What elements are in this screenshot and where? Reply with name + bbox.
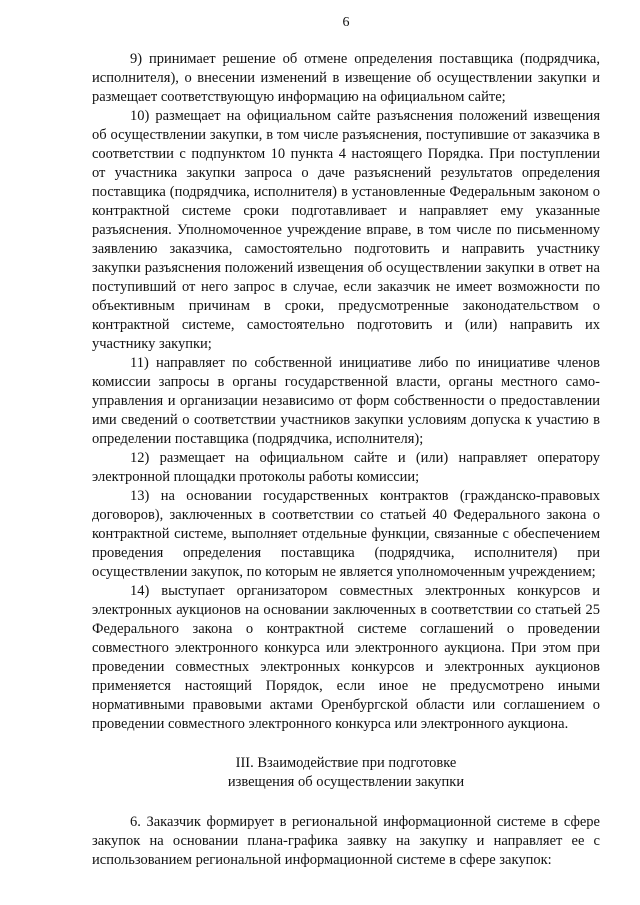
paragraph-item-12: 12) размещает на официальном сайте и (или) направляет оператору электронной площадки протоколы работы комиссии;	[92, 450, 600, 485]
page-number: 6	[342, 15, 350, 30]
document-page	[92, 14, 600, 870]
paragraph-item-14: 14) выступает организатором совместных электронных конкурсов и электронных аукционов на основании заключенных в соответствии со статьей 25 Федерального закона о контрактной системе соглашений о проведении совместного электронного конкурса или электронного аукциона. При этом при проведении совместных электронных конкурсов и электронных аукционов применяется настоящий Порядок, если иное не предусмотрено иными нормативными правовыми актами Оренбургской области или соглашением о проведении совместного электронного конкурса или электронного аукциона.	[92, 583, 600, 732]
section-heading-line-1: III. Взаимодействие при подготовке	[235, 755, 457, 771]
paragraph-item-9: 9) принимает решение об отмене определения поставщика (подрядчика, исполнителя), о внесении изменений в извещение об осуществлении закупки и размещает соответствующую информацию на официальном сайте;	[92, 51, 600, 105]
paragraph-item-10: 10) размещает на официальном сайте разъяснения положений извещения об осуществлении закупки, в том числе разъяснения, поступившие от заказчика в соответствии с подпунктом 10 пункта 4 настоящего Порядка. При поступлении от участника закупки запроса о даче разъяснений результатов определения поставщика (подрядчика, исполнителя) в установленные Федеральным законом о контрактной системе сроки подготавливает и направляет ему указанные разъяснения. Уполномоченное учреждение вправе, в том числе по письменному заявлению заказчика, самостоятельно подготовить и направить участнику закупки разъяснения положений извещения об осуществлении закупки в ответ на поступивший от него запрос в случае, если заказчик не имеет возможности по объективным причинам в сроки, предусмотренные законодательством о контрактной системе, самостоятельно подготовить и (или) направить их участнику закупки;	[92, 108, 600, 352]
paragraph-item-13: 13) на основании государственных контрактов (гражданско-правовых договоров), заключенных в соответствии со статьей 40 Федерального закона о контрактной системе, выполняет отдельные функции, связанные с обеспечением проведения определения поставщика (подрядчика, исполнителя) при осуществлении закупок, по которым не является уполномоченным учреждением;	[92, 488, 600, 580]
section-heading	[92, 754, 600, 792]
paragraph-clause-6: 6. Заказчик формирует в региональной информационной системе в сфере закупок на основании плана-графика заявку на закупку и направляет ее с использованием региональной информационной системе в сфере закупок:	[92, 814, 600, 868]
section-heading-line-2: извещения об осуществлении закупки	[227, 774, 465, 790]
paragraph-item-11: 11) направляет по собственной инициативе либо по инициативе членов комиссии запросы в органы государственной власти, органы местного самоуправления и организации независимо от форм собственности о предоставлении ими сведений о соответствии участников закупки условиям допуска к участию в определении поставщика (подрядчика, исполнителя);	[92, 355, 600, 447]
